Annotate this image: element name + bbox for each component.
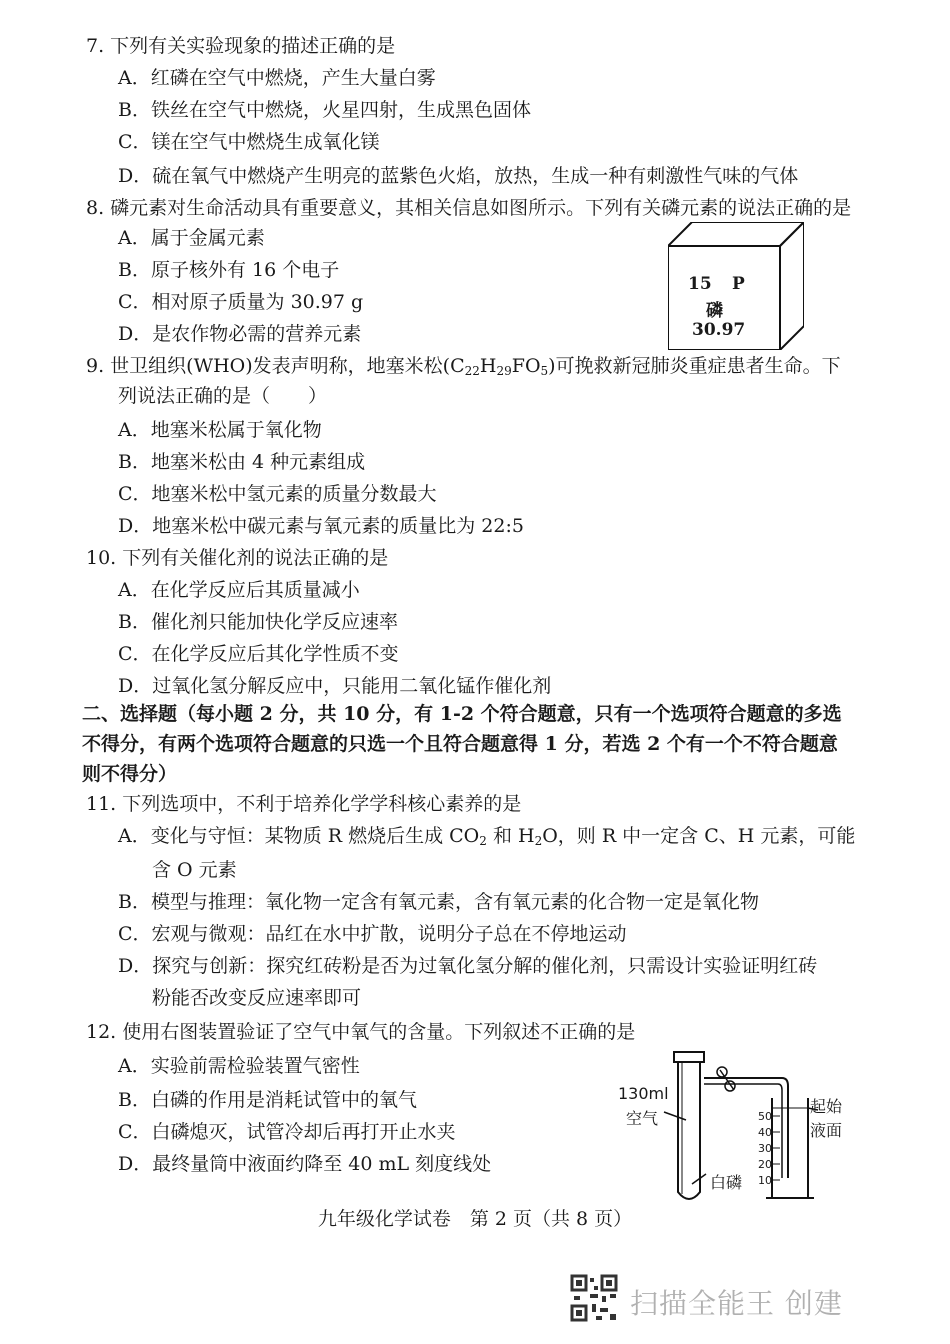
q7-option-d: D．硫在氧气中燃烧产生明亮的蓝紫色火焰，放热，生成一种有刺激性气味的气体 (118, 165, 799, 187)
q8-option-a: A．属于金属元素 (118, 227, 265, 249)
q11-option-a (118, 824, 855, 848)
q12-option-c: C．白磷熄灭，试管冷却后再打开止水夹 (118, 1121, 456, 1143)
q9-stem-part2: )可挽救新冠肺炎重症患者生命。下 (548, 355, 841, 377)
q12-option-b: B．白磷的作用是消耗试管中的氧气 (118, 1089, 417, 1111)
q11-option-c: C．宏观与微观：品红在水中扩散，说明分子总在不停地运动 (118, 923, 627, 945)
formula-part: H (479, 355, 497, 377)
q9-option-a: A．地塞米松属于氧化物 (118, 419, 322, 441)
q8-option-c: C．相对原子质量为 30.97 g (118, 291, 364, 313)
q9-stem (86, 354, 841, 378)
scale-tick-50: 50 (758, 1110, 772, 1123)
q9-option-d: D．地塞米松中碳元素与氧元素的质量比为 22:5 (118, 515, 524, 537)
apparatus-air-label: 空气 (626, 1109, 659, 1128)
oxygen-content-apparatus (612, 1048, 852, 1208)
q9-option-c: C．地塞米松中氢元素的质量分数最大 (118, 483, 437, 505)
apparatus-start-label-1: 起始 (810, 1097, 843, 1116)
q11-a-part3: O，则 R 中一定含 C、H 元素，可能 (542, 825, 856, 847)
section2-heading-line1: 二、选择题（每小题 2 分，共 10 分，有 1-2 个符合题意，只有一个选项符合题意的多选 (82, 703, 842, 725)
formula-part: FO (511, 355, 541, 377)
apparatus-phosphorus-label: 白磷 (710, 1173, 743, 1192)
element-symbol: P (732, 274, 745, 294)
qr-code-icon (570, 1274, 618, 1322)
element-name: 磷 (706, 301, 723, 321)
q8-option-d: D．是农作物必需的营养元素 (118, 323, 362, 345)
q11-a-part1: A．变化与守恒：某物质 R 燃烧后生成 CO (118, 825, 480, 847)
formula-sub: 22 (464, 364, 480, 378)
scale-tick-40: 40 (758, 1126, 772, 1139)
section2-heading-line3: 则不得分） (82, 763, 178, 785)
q11-option-d: D．探究与创新：探究红砖粉是否为过氧化氢分解的催化剂，只需设计实验证明红砖 (118, 955, 818, 977)
q11-stem: 11. 下列选项中，不利于培养化学学科核心素养的是 (86, 793, 522, 815)
q7-option-c: C．镁在空气中燃烧生成氧化镁 (118, 131, 380, 153)
section2-heading-line2: 不得分，有两个选项符合题意的只选一个且符合题意得 1 分，若选 2 个有一个不符合题意 (82, 733, 838, 755)
q10-option-b: B．催化剂只能加快化学反应速率 (118, 611, 398, 633)
q10-option-c: C．在化学反应后其化学性质不变 (118, 643, 399, 665)
element-mass: 30.97 (692, 320, 746, 340)
phosphorus-element-card (668, 222, 804, 350)
q9-stem-cont: 列说法正确的是（ ） (118, 385, 328, 407)
q10-stem: 10. 下列有关催化剂的说法正确的是 (86, 547, 389, 569)
element-atomic-number: 15 (688, 274, 712, 294)
scale-tick-30: 30 (758, 1142, 772, 1155)
q10-option-d: D．过氧化氢分解反应中，只能用二氧化锰作催化剂 (118, 675, 552, 697)
q11-option-d-cont: 粉能否改变反应速率即可 (152, 987, 362, 1009)
formula-sub: 29 (496, 364, 512, 378)
q7-option-b: B．铁丝在空气中燃烧，火星四射，生成黑色固体 (118, 99, 531, 121)
q8-stem: 8. 磷元素对生命活动具有重要意义，其相关信息如图所示。下列有关磷元素的说法正确的是 (86, 197, 852, 219)
q12-stem: 12. 使用右图装置验证了空气中氧气的含量。下列叙述不正确的是 (86, 1021, 636, 1043)
scale-tick-20: 20 (758, 1158, 772, 1171)
formula-sub: 5 (540, 364, 549, 378)
scale-tick-10: 10 (758, 1174, 772, 1187)
formula-sub: 2 (479, 834, 487, 848)
apparatus-volume-label: 130ml (618, 1084, 669, 1103)
q9-stem-part1: 9. 世卫组织(WHO)发表声明称，地塞米松(C (86, 355, 465, 377)
q7-option-a: A．红磷在空气中燃烧，产生大量白雾 (118, 67, 436, 89)
apparatus-start-label-2: 液面 (810, 1121, 843, 1140)
q12-option-d: D．最终量筒中液面约降至 40 mL 刻度线处 (118, 1153, 492, 1175)
q9-option-b: B．地塞米松由 4 种元素组成 (118, 451, 366, 473)
q7-stem: 7. 下列有关实验现象的描述正确的是 (86, 35, 396, 57)
page-footer: 九年级化学试卷 第 2 页（共 8 页） (317, 1208, 633, 1230)
q11-option-a-cont: 含 O 元素 (152, 859, 237, 881)
formula-sub: 2 (534, 834, 543, 848)
q12-option-a: A．实验前需检验装置气密性 (118, 1055, 360, 1077)
watermark-text: 扫描全能王 创建 (630, 1287, 843, 1320)
q11-option-b: B．模型与推理：氧化物一定含有氧元素，含有氧元素的化合物一定是氧化物 (118, 891, 759, 913)
q11-a-part2: 和 H (486, 825, 535, 847)
scanner-watermark (570, 1274, 870, 1324)
q10-option-a: A．在化学反应后其质量减小 (118, 579, 360, 601)
q8-option-b: B．原子核外有 16 个电子 (118, 259, 340, 281)
